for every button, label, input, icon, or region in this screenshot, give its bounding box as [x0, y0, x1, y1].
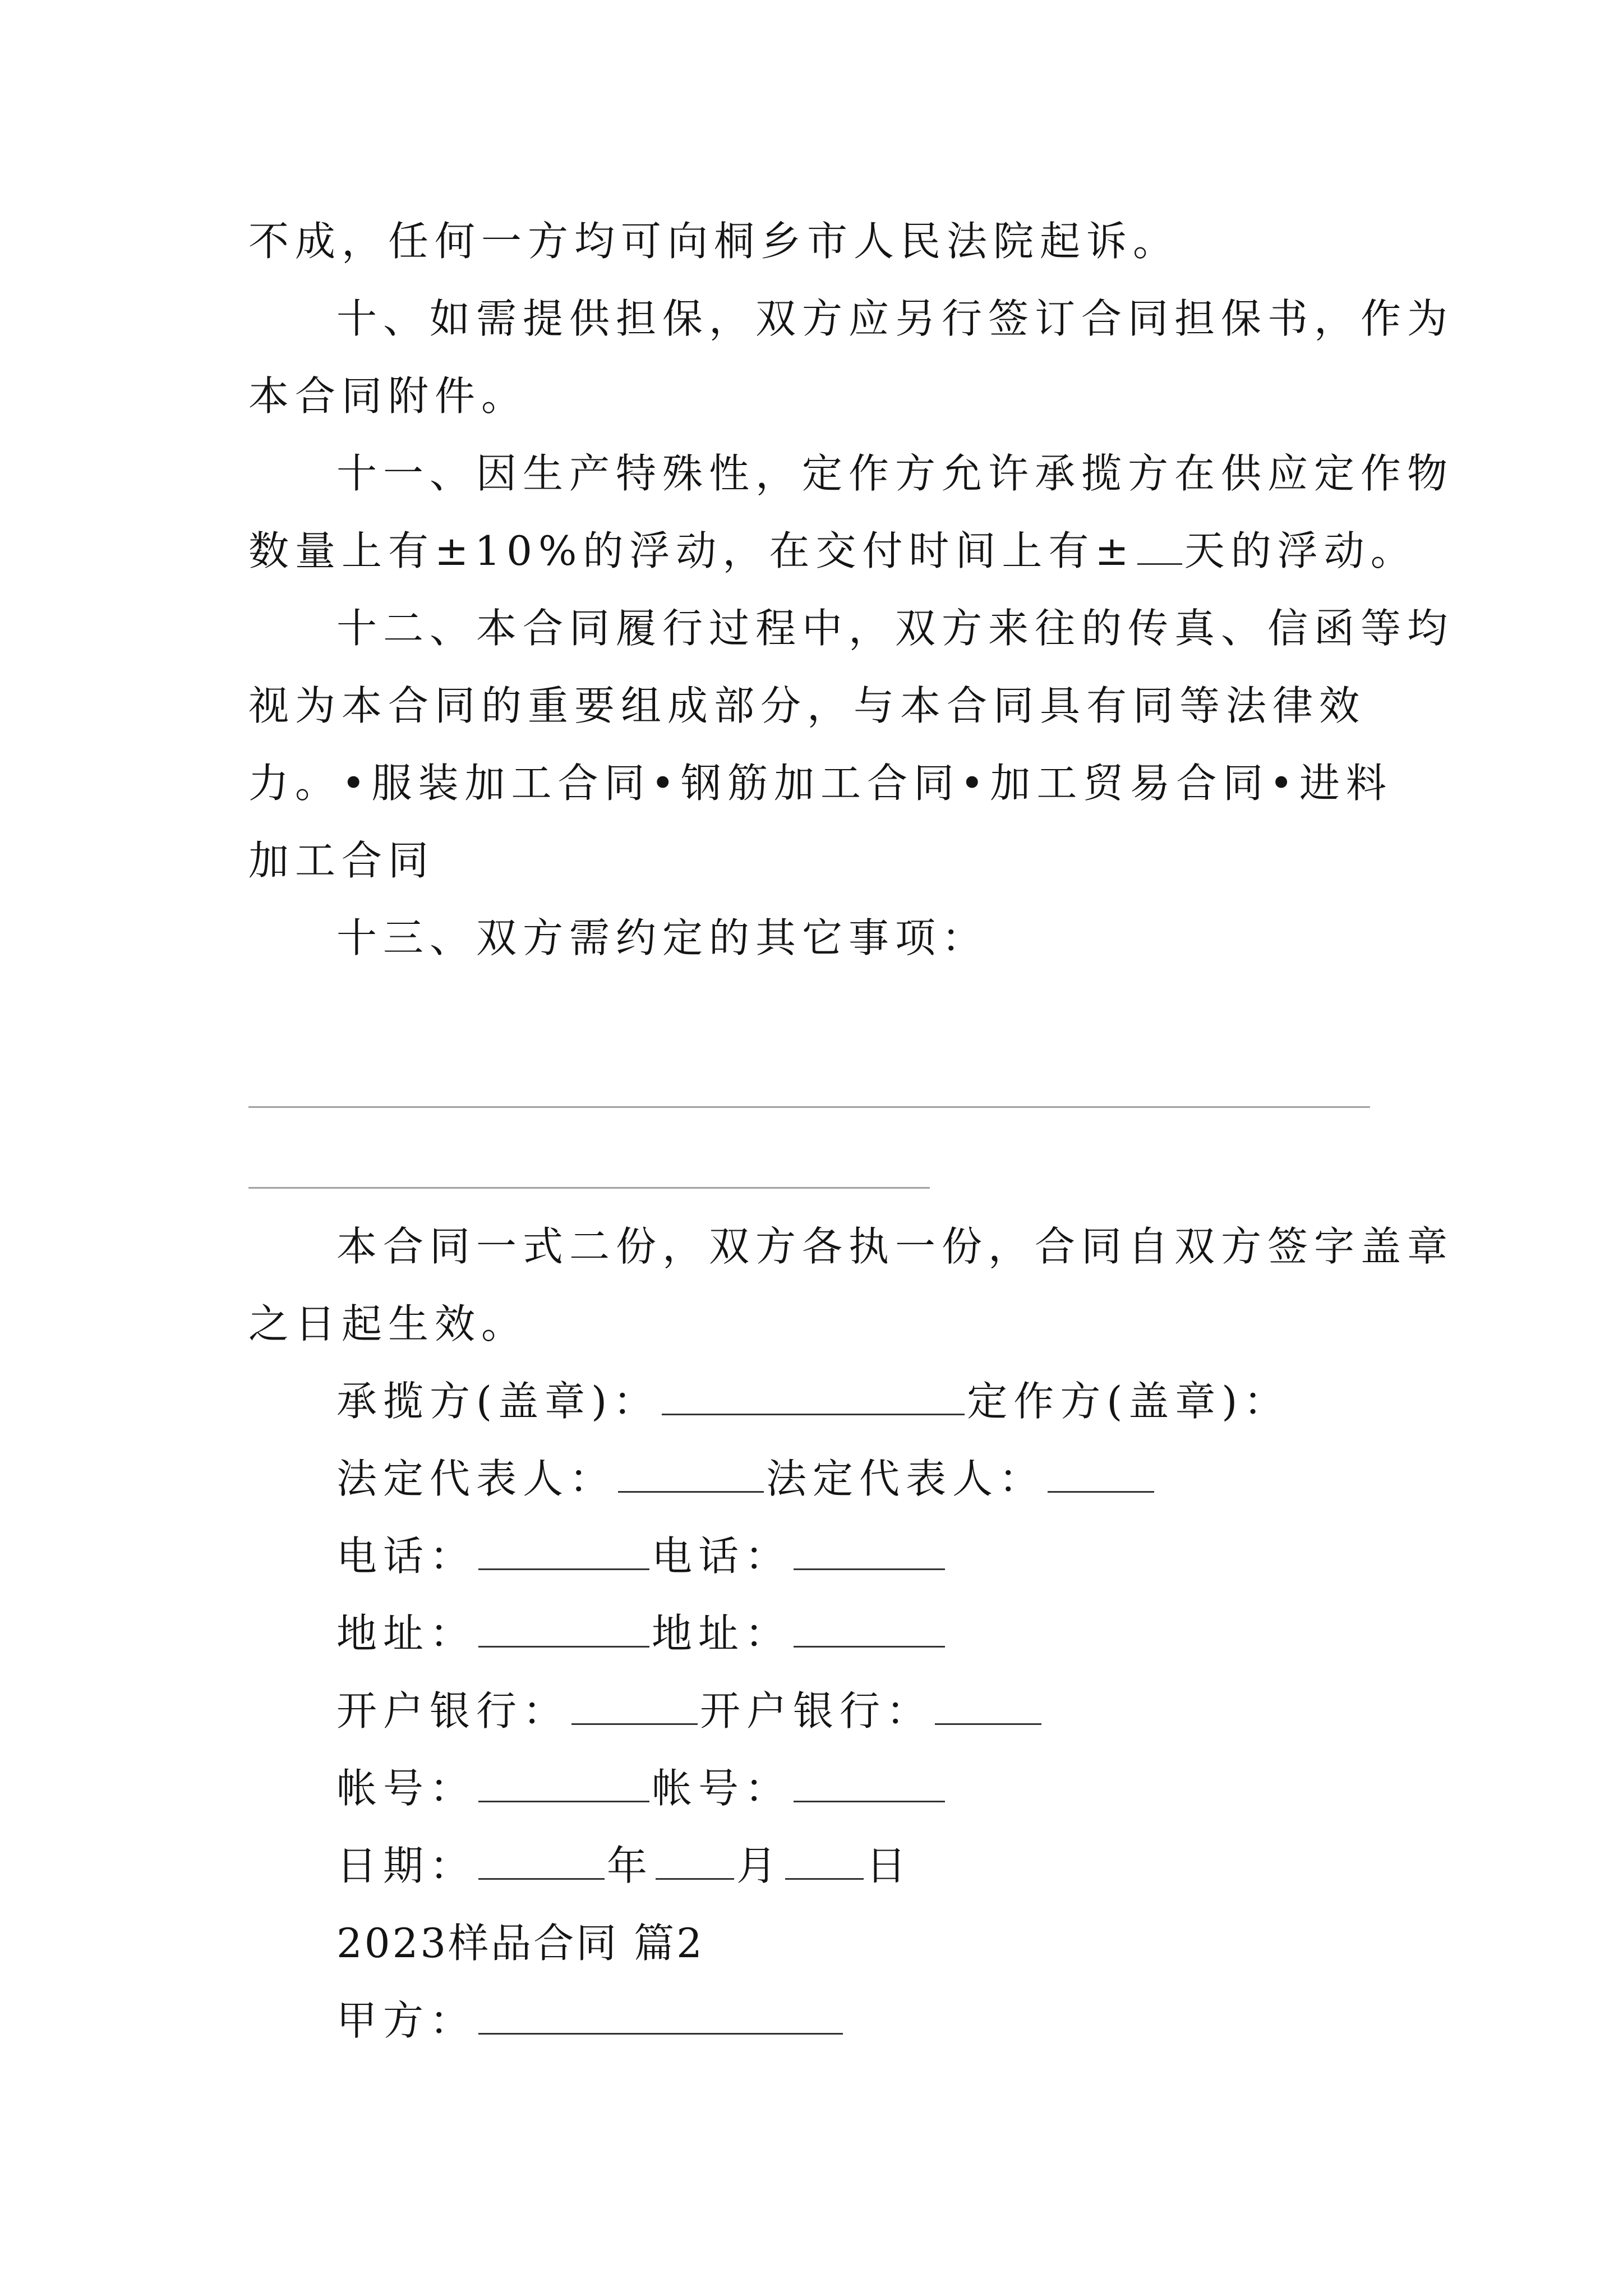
effect-line-1: 本合同一式二份，双方各执一份，合同自双方签字盖章: [336, 1223, 1454, 1270]
days-blank: [1137, 530, 1182, 565]
legal-rep-blank-2: [1048, 1457, 1154, 1493]
contractor-seal-label: 承揽方(盖章)：: [336, 1378, 660, 1425]
clause-12-line-4: 加工合同: [248, 837, 435, 884]
day-label: 日: [866, 1842, 913, 1889]
paragraph-line: 不成，任何一方均可向桐乡市人民法院起诉。: [248, 218, 1180, 265]
clause-12-line-2: 视为本合同的重要组成部分，与本合同具有同等法律效: [248, 682, 1366, 729]
clause-12-line-3: 力。•服装加工合同•钢筋加工合同•加工贸易合同•进料: [248, 760, 1393, 807]
legal-rep-line: [336, 1451, 1156, 1507]
clause-11-text-a: 数量上有±10%的浮动，在交付时间上有±: [248, 527, 1135, 574]
section-title: 2023样品合同 篇2: [336, 1920, 704, 1967]
address-blank-2: [794, 1612, 945, 1648]
seal-line: [336, 1373, 1290, 1429]
clause-10-line-2: 本合同附件。: [248, 372, 528, 420]
phone-blank-2: [794, 1535, 945, 1570]
address-line: [336, 1605, 947, 1662]
month-blank: [656, 1844, 734, 1880]
clause-11-line-1: 十一、因生产特殊性，定作方允许承揽方在供应定作物: [336, 450, 1454, 497]
phone-line: [336, 1528, 947, 1584]
account-label-1: 帐号：: [336, 1765, 477, 1812]
date-line: [336, 1838, 912, 1894]
clause-13-line-1: 十三、双方需约定的其它事项：: [336, 914, 989, 961]
year-blank: [478, 1844, 605, 1880]
phone-blank-1: [478, 1535, 649, 1570]
address-label-1: 地址：: [336, 1610, 477, 1657]
bank-label-1: 开户银行：: [336, 1687, 570, 1734]
bank-blank-1: [571, 1690, 698, 1725]
legal-rep-blank-1: [618, 1457, 764, 1493]
bank-line: [336, 1683, 1044, 1739]
address-blank-1: [478, 1612, 649, 1648]
day-blank: [785, 1844, 864, 1880]
party-a-label: 甲方：: [336, 1997, 477, 2044]
clause-11-text-b: 天的浮动。: [1184, 527, 1417, 574]
effect-line-2: 之日起生效。: [248, 1300, 528, 1347]
date-label: 日期：: [336, 1842, 477, 1889]
account-blank-1: [478, 1767, 649, 1802]
phone-label-1: 电话：: [336, 1533, 477, 1580]
contractor-seal-blank: [662, 1380, 965, 1415]
orderer-seal-label: 定作方(盖章)：: [967, 1378, 1290, 1425]
blank-rule-1: [248, 1106, 1370, 1108]
party-a-blank: [478, 1999, 843, 2035]
clause-11-line-2: [248, 523, 1417, 579]
clause-12-line-1: 十二、本合同履行过程中，双方来往的传真、信函等均: [336, 605, 1454, 652]
month-label: 月: [736, 1842, 783, 1889]
legal-rep-label-1: 法定代表人：: [336, 1455, 616, 1502]
phone-label-2: 电话：: [652, 1533, 792, 1580]
clause-10-line-1: 十、如需提供担保，双方应另行签订合同担保书，作为: [336, 295, 1454, 342]
account-blank-2: [794, 1767, 945, 1802]
blank-rule-2: [248, 1187, 930, 1189]
address-label-2: 地址：: [652, 1610, 792, 1657]
bank-label-2: 开户银行：: [700, 1687, 933, 1734]
party-a-line: [336, 1993, 845, 2049]
year-label: 年: [607, 1842, 654, 1889]
bank-blank-2: [935, 1690, 1041, 1725]
account-line: [336, 1760, 947, 1816]
account-label-2: 帐号：: [652, 1765, 792, 1812]
legal-rep-label-2: 法定代表人：: [766, 1455, 1046, 1502]
